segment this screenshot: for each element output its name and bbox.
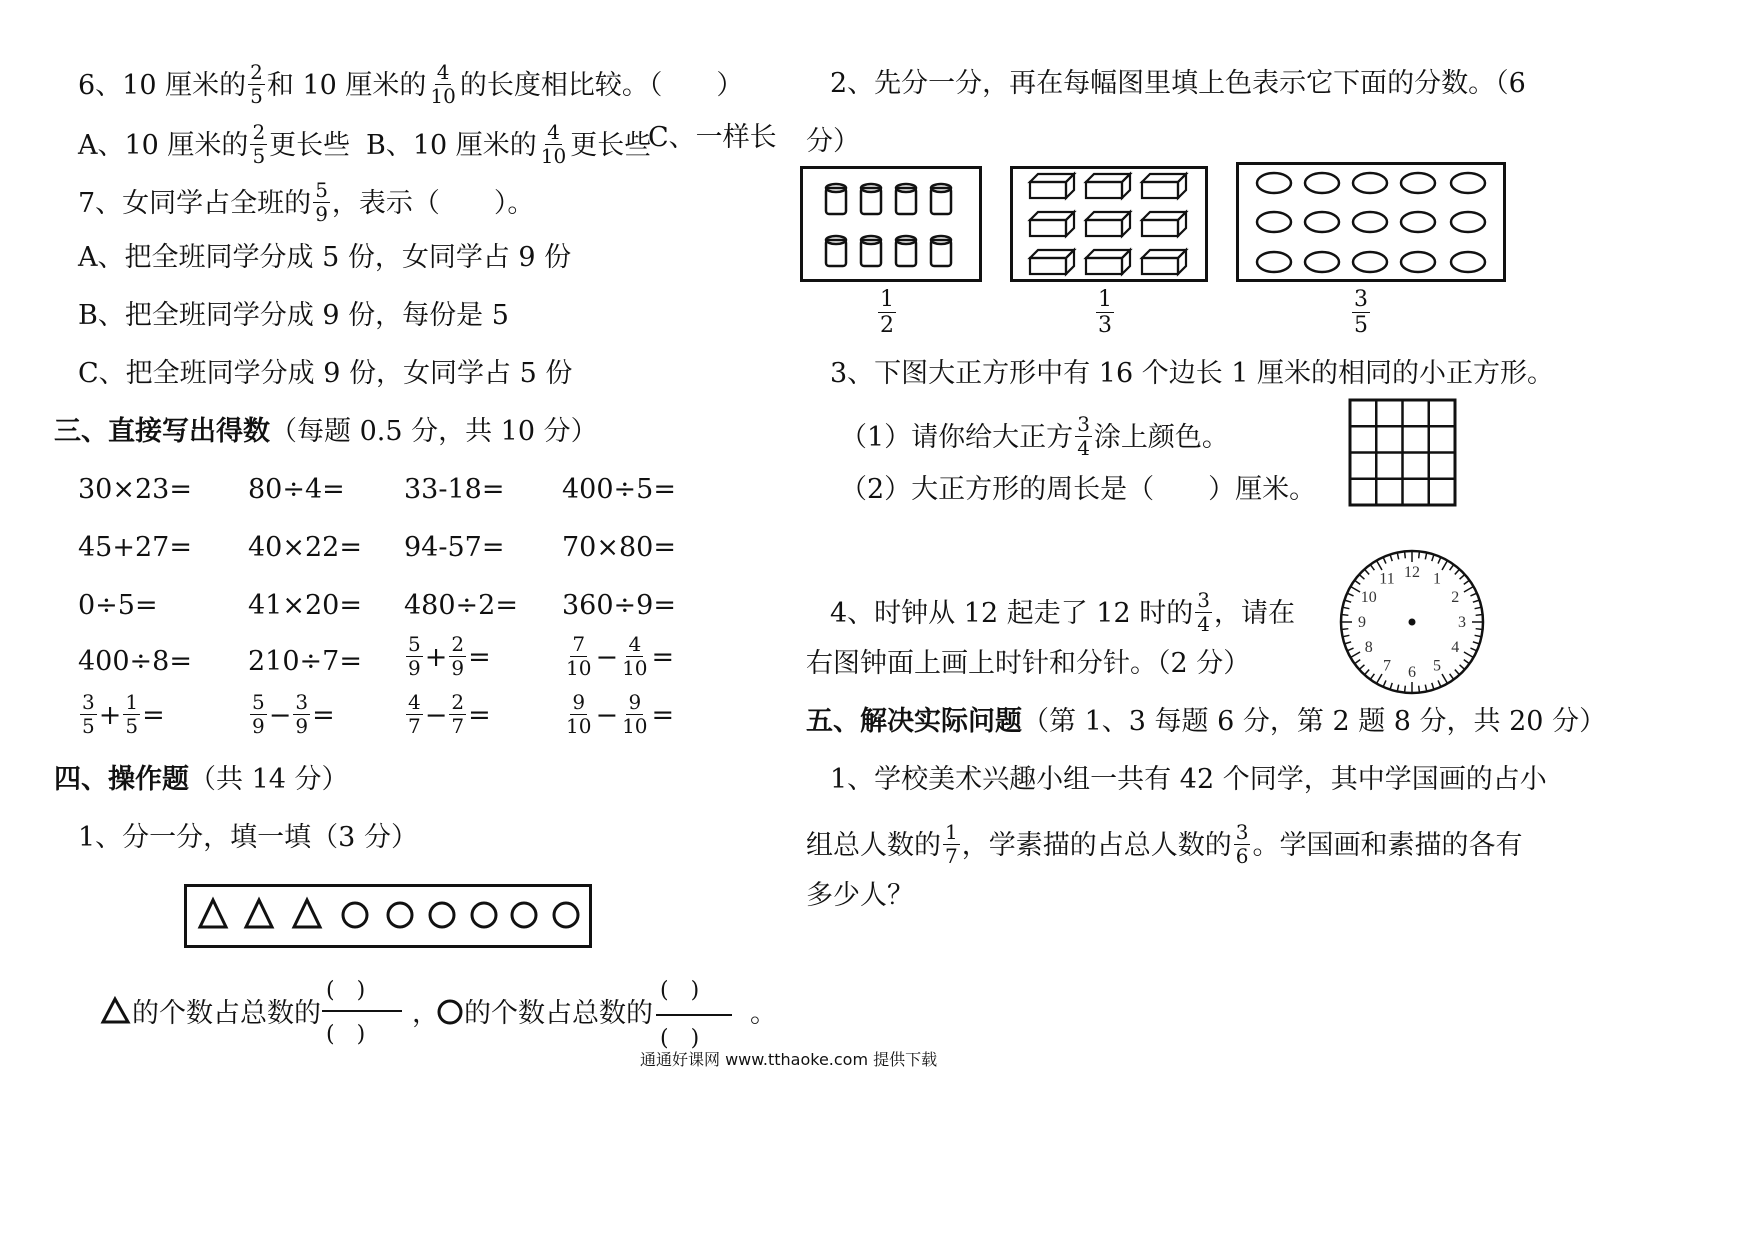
shapes-box bbox=[184, 884, 592, 948]
triangle-icon bbox=[100, 996, 132, 1026]
cuboid-shape bbox=[1142, 212, 1186, 236]
fraction: $\frac{2}{5}$ bbox=[250, 60, 263, 108]
cylinder-shape bbox=[861, 184, 881, 214]
circle-shape bbox=[430, 903, 454, 927]
cylinder-shape bbox=[896, 236, 916, 266]
triangle-ratio-text: 的个数占总数的 bbox=[132, 998, 321, 1029]
cuboid-shape bbox=[1086, 250, 1130, 274]
frac-calc-4-3: $\frac{5}{9}$ + $\frac{2}{9}$ = bbox=[408, 632, 491, 680]
section-title: 四、操作题 bbox=[54, 764, 189, 795]
frac-calc-5-1: $\frac{3}{5}$ + $\frac{1}{5}$ = bbox=[82, 690, 165, 738]
footer-credit: 通通好课网 www.tthaoke.com 提供下载 bbox=[640, 1050, 938, 1069]
triangle-shape bbox=[246, 900, 272, 927]
frac-calc-5-2: $\frac{5}{9}$ − $\frac{3}{9}$ = bbox=[252, 690, 335, 738]
ellipse-shape bbox=[1401, 252, 1435, 272]
clock-tick bbox=[1419, 552, 1420, 558]
circle-shape bbox=[472, 903, 496, 927]
fraction: $\frac{4}{10}$ bbox=[540, 120, 567, 168]
clock-number: 4 bbox=[1451, 639, 1460, 656]
clock-tick bbox=[1405, 552, 1406, 558]
fraction: $\frac{1}{7}$ bbox=[945, 820, 958, 868]
blank-denominator: ( ) bbox=[660, 1026, 700, 1051]
section-title: 五、解决实际问题 bbox=[806, 706, 1022, 737]
circle-icon bbox=[436, 998, 464, 1026]
calc-1-2: 80÷4= bbox=[248, 474, 345, 505]
fraction-bar bbox=[656, 1014, 732, 1016]
q3-part2: （2）大正方形的周长是（ ）厘米。 bbox=[840, 474, 1317, 505]
calc-2-1: 45+27= bbox=[78, 532, 192, 563]
calc-4-1: 400÷8= bbox=[78, 646, 192, 677]
cuboid-shape bbox=[1030, 250, 1074, 274]
calc-1-3: 33-18= bbox=[404, 474, 505, 505]
cylinder-shape bbox=[826, 236, 846, 266]
clock-number: 8 bbox=[1364, 639, 1373, 656]
clock-tick bbox=[1476, 629, 1482, 630]
picture-fraction-2: $\frac{1}{3}$ bbox=[1098, 287, 1112, 339]
clock-face bbox=[1338, 548, 1486, 696]
cylinder-shape bbox=[861, 236, 881, 266]
ellipse-shape bbox=[1451, 173, 1485, 193]
q6-mid: 和 10 厘米的 bbox=[266, 70, 427, 101]
clock-number: 3 bbox=[1458, 614, 1466, 631]
ellipse-shape bbox=[1401, 212, 1435, 232]
calc-4-2: 210÷7= bbox=[248, 646, 362, 677]
q6-option-c: C、一样长 bbox=[648, 122, 777, 153]
period: 。 bbox=[750, 998, 777, 1029]
q6-option-b: B、10 厘米的 $\frac{4}{10}$ 更长些 bbox=[366, 120, 652, 168]
ellipse-shape bbox=[1401, 173, 1435, 193]
picture-fraction-1: $\frac{1}{2}$ bbox=[880, 287, 894, 339]
cylinder-shape bbox=[931, 236, 951, 266]
cylinder-shape bbox=[931, 184, 951, 214]
q7-option-a: A、把全班同学分成 5 份，女同学占 9 份 bbox=[78, 242, 572, 273]
clock-center bbox=[1409, 619, 1416, 626]
clock-tick bbox=[1419, 686, 1420, 692]
circle-shape bbox=[554, 903, 578, 927]
clock-tick bbox=[1405, 686, 1406, 692]
q4-question-cont: 右图钟面上画上时针和分针。（2 分） bbox=[806, 648, 1251, 679]
ellipse-shape bbox=[1451, 252, 1485, 272]
clock-tick bbox=[1342, 615, 1348, 616]
blank-numerator: ( ) bbox=[326, 978, 366, 1003]
q6-option-a: A、10 厘米的 $\frac{2}{5}$ 更长些 bbox=[78, 120, 351, 168]
q2-question-cont: 分） bbox=[806, 126, 860, 157]
fraction: $\frac{3}{6}$ bbox=[1235, 820, 1249, 868]
section-5-heading bbox=[806, 708, 1606, 735]
ellipse-shape bbox=[1257, 212, 1291, 232]
square-grid bbox=[1348, 398, 1458, 508]
calc-3-3: 480÷2= bbox=[404, 590, 518, 621]
q6-pre: 6、10 厘米的 bbox=[78, 70, 247, 101]
ellipses-box bbox=[1236, 162, 1506, 282]
clock-number: 2 bbox=[1451, 589, 1460, 606]
ellipse-shape bbox=[1353, 212, 1387, 232]
problem-1-line3: 多少人？ bbox=[806, 880, 914, 911]
frac-calc-5-3: $\frac{4}{7}$ − $\frac{2}{7}$ = bbox=[408, 690, 491, 738]
clock-number: 1 bbox=[1433, 570, 1441, 588]
problem-1-line2: 组总人数的 $\frac{1}{7}$ ，学素描的占总人数的 $\frac{3}{6}$ 。学国画和素描的各有 bbox=[806, 820, 1523, 868]
cylinder-shape bbox=[896, 184, 916, 214]
circle-shape bbox=[343, 903, 367, 927]
calc-2-3: 94-57= bbox=[404, 532, 505, 563]
fraction: $\frac{5}{9}$ bbox=[315, 178, 328, 226]
blank-denominator: ( ) bbox=[326, 1022, 366, 1047]
comma: ， bbox=[412, 998, 439, 1029]
clock-tick bbox=[1342, 629, 1348, 630]
q3-part1: （1）请你给大正方 $\frac{3}{4}$ 涂上颜色。 bbox=[840, 412, 1229, 460]
fraction: $\frac{3}{4}$ bbox=[1197, 588, 1210, 636]
frac-calc-4-4: $\frac{7}{10}$ − $\frac{4}{10}$ = bbox=[566, 632, 675, 680]
cuboid-shape bbox=[1030, 174, 1074, 198]
calc-1-4: 400÷5= bbox=[562, 474, 676, 505]
fraction: $\frac{2}{5}$ bbox=[252, 120, 266, 168]
calc-2-2: 40×22= bbox=[248, 532, 362, 563]
op1-question: 1、分一分，填一填（3 分） bbox=[78, 822, 418, 853]
section-title: 三、直接写出得数 bbox=[54, 416, 270, 447]
ellipse-shape bbox=[1257, 252, 1291, 272]
clock-number: 7 bbox=[1383, 657, 1391, 675]
fraction: $\frac{3}{4}$ bbox=[1077, 412, 1090, 460]
cylinder-shape bbox=[826, 184, 846, 214]
section-note: （共 14 分） bbox=[189, 764, 349, 795]
ellipse-shape bbox=[1353, 252, 1387, 272]
blank-numerator: ( ) bbox=[660, 978, 700, 1003]
calc-3-2: 41×20= bbox=[248, 590, 362, 621]
ellipse-shape bbox=[1305, 212, 1339, 232]
clock-number: 9 bbox=[1358, 614, 1366, 631]
clock-number: 6 bbox=[1408, 664, 1416, 681]
fraction: $\frac{4}{10}$ bbox=[430, 60, 456, 108]
cuboid-shape bbox=[1030, 212, 1074, 236]
fraction-bar bbox=[322, 1010, 402, 1012]
calc-1-1: 30×23= bbox=[78, 474, 192, 505]
cuboid-shape bbox=[1086, 212, 1130, 236]
ellipse-shape bbox=[1257, 173, 1291, 193]
q6-line bbox=[78, 60, 744, 109]
cuboids-box bbox=[1010, 166, 1208, 282]
clock-number: 11 bbox=[1379, 570, 1395, 588]
q3-question: 3、下图大正方形中有 16 个边长 1 厘米的相同的小正方形。 bbox=[830, 358, 1555, 389]
q7-option-c: C、把全班同学分成 9 份，女同学占 5 份 bbox=[78, 358, 573, 389]
clock-number: 12 bbox=[1404, 564, 1420, 581]
cylinders-box bbox=[800, 166, 982, 282]
calc-2-4: 70×80= bbox=[562, 532, 676, 563]
cuboid-shape bbox=[1142, 250, 1186, 274]
clock-tick bbox=[1476, 615, 1482, 616]
section-4-heading bbox=[54, 766, 349, 793]
q7-line: 7、女同学占全班的 $\frac{5}{9}$ ，表示（ ）。 bbox=[78, 178, 535, 226]
section-note: （每题 0.5 分，共 10 分） bbox=[270, 416, 598, 447]
ellipse-shape bbox=[1305, 252, 1339, 272]
circle-shape bbox=[388, 903, 412, 927]
triangle-shape bbox=[294, 900, 320, 927]
clock-number: 10 bbox=[1360, 589, 1377, 606]
triangle-shape bbox=[200, 900, 226, 927]
q2-question: 2、先分一分，再在每幅图里填上色表示它下面的分数。（6 bbox=[830, 68, 1526, 99]
frac-calc-5-4: $\frac{9}{10}$ − $\frac{9}{10}$ = bbox=[566, 690, 675, 738]
q7-option-b: B、把全班同学分成 9 份，每份是 5 bbox=[78, 300, 509, 331]
q6-post: 的长度相比较。（ ） bbox=[459, 70, 744, 101]
section-note: （第 1、3 每题 6 分，第 2 题 8 分，共 20 分） bbox=[1022, 706, 1607, 737]
calc-3-4: 360÷9= bbox=[562, 590, 676, 621]
problem-1-line1: 1、学校美术兴趣小组一共有 42 个同学，其中学国画的占小 bbox=[830, 764, 1547, 795]
calc-3-1: 0÷5= bbox=[78, 590, 158, 621]
section-3-heading bbox=[54, 418, 598, 445]
ellipse-shape bbox=[1353, 173, 1387, 193]
clock-number: 5 bbox=[1433, 657, 1441, 675]
cuboid-shape bbox=[1142, 174, 1186, 198]
circle-shape bbox=[512, 903, 536, 927]
ellipse-shape bbox=[1305, 173, 1339, 193]
cuboid-shape bbox=[1086, 174, 1130, 198]
ellipse-shape bbox=[1451, 212, 1485, 232]
circle-ratio-text: 的个数占总数的 bbox=[464, 998, 653, 1029]
q4-question: 4、时钟从 12 起走了 12 时的 $\frac{3}{4}$ ，请在 bbox=[830, 588, 1295, 636]
picture-fraction-3: $\frac{3}{5}$ bbox=[1354, 287, 1368, 339]
